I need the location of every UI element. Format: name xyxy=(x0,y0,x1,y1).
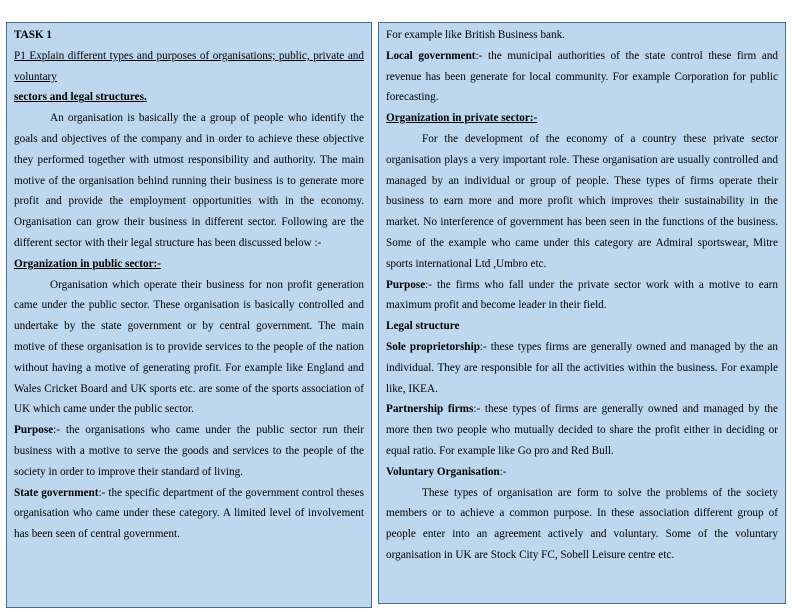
task-title: P1 Explain different types and purposes of organisations; public, private and voluntary xyxy=(14,49,364,83)
intro-paragraph: An organisation is basically the a group of people who identify the goals and objectives of the company and in order to achieve these objective they performed together with utmost responsibility and authority. The main motive of the organisation behind running their business is to generate more profit and provide the employment opportunities with in the economy. Organisation can grow their business in different sector. Following are the different sector with their legal structure has been discussed below :- xyxy=(14,112,364,249)
voluntary-suffix: :- xyxy=(499,465,507,478)
sole-proprietorship-text: :- these types firms are generally owned and managed by the an individual. They are responsible for all the activities within the business. For example like, IKEA. xyxy=(386,340,778,395)
state-government-paragraph xyxy=(14,483,364,545)
purpose-paragraph xyxy=(14,420,364,482)
task-title-bold: sectors and legal structures. xyxy=(14,91,147,104)
local-government-label: Local government xyxy=(386,49,476,62)
task-heading: TASK 1 xyxy=(14,29,53,41)
sole-proprietorship-paragraph xyxy=(386,337,778,399)
state-government-label: State government xyxy=(14,486,99,499)
left-column xyxy=(6,22,372,608)
private-purpose-paragraph xyxy=(386,275,778,317)
local-government-text: :- the municipal authorities of the state control these firm and revenue has been generate for local community. For example Corporation for public forecasting. xyxy=(386,49,779,104)
purpose-label: Purpose xyxy=(14,424,54,437)
public-sector-heading: Organization in public sector:- xyxy=(14,257,161,270)
partnership-paragraph xyxy=(386,399,778,461)
continuation-line: For example like British Business bank. xyxy=(386,29,565,41)
local-government-paragraph xyxy=(386,46,778,108)
state-government-text: :- the specific department of the government control theses organisation who came under these category. A limited level of involvement has been seen of central government. xyxy=(14,486,365,541)
voluntary-label: Voluntary Organisation xyxy=(386,465,500,478)
voluntary-paragraph: These types of organisation are form to solve the problems of the society members or to achieve a common purpose. In these association different group of people enter into an agreement actively and voluntary. Some of the voluntary organisation in UK are Stock City FC, Sobell Leisure centre etc. xyxy=(386,486,778,561)
right-column xyxy=(378,22,786,604)
private-sector-paragraph: For the development of the economy of a country these private sector organisation plays a very important role. These organisation are usually controlled and managed by an individual or group of people. These types of firms operate their business to earn more and more profit which improves their sustainability in the market. No interference of government has been seen in the functions of the business. Some of the example who came under this category are Admiral sportswear, Mitre sports international Ltd ,Umbro etc. xyxy=(386,132,778,270)
partnership-label: Partnership firms xyxy=(386,403,474,416)
sole-proprietorship-label: Sole proprietorship xyxy=(386,340,480,353)
legal-structure-heading: Legal structure xyxy=(386,320,460,333)
partnership-text: :- these types of firms are generally owned and managed by the more then two people who mutually decided to share the profit either in deciding or equal ratio. For example like Go pro and Red Bull. xyxy=(386,403,778,457)
voluntary-heading xyxy=(386,462,778,483)
private-purpose-text: :- the firms who fall under the private sector work with a motive to earn maximum profit and become leader in their field. xyxy=(386,278,778,312)
purpose-text: :- the organisations who came under the public sector run their business with a motive to serve the goods and services to the people of the society in order to improve their standard of living. xyxy=(14,424,364,478)
private-purpose-label: Purpose xyxy=(386,278,426,291)
public-sector-paragraph: Organisation which operate their business for non profit generation came under the public sector. These organisation is basically controlled and undertake by the state government or by central government. The main motive of these organisation is to provide services to the people of the nation without having a motive of generating profit. For example like England and Wales Cricket Board and UK sports etc. are some of the sports association of UK which came under the public sector. xyxy=(14,278,364,416)
private-sector-heading: Organization in private sector:- xyxy=(386,112,538,125)
